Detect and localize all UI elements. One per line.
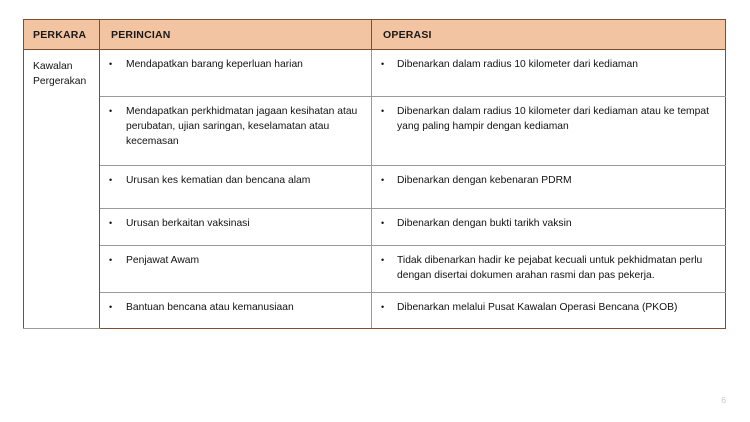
- cell-operasi: [372, 209, 726, 246]
- table-row: [24, 209, 726, 246]
- operasi-text: Dibenarkan dalam radius 10 kilometer dari kediaman: [397, 59, 638, 70]
- column-header-operasi: OPERASI: [372, 20, 726, 50]
- bullet-icon: •: [381, 218, 385, 228]
- operasi-text: Dibenarkan dengan bukti tarikh vaksin: [397, 218, 572, 229]
- cell-perkara-category: [24, 50, 100, 329]
- table-row: [24, 166, 726, 209]
- column-header-perincian: PERINCIAN: [100, 20, 372, 50]
- cell-perincian: [100, 97, 372, 166]
- cell-perincian: [100, 50, 372, 97]
- table-header: [24, 20, 726, 50]
- bullet-item: [109, 105, 365, 150]
- movement-control-table: [23, 19, 726, 329]
- cell-operasi: [372, 292, 726, 328]
- cell-operasi: [372, 97, 726, 166]
- perincian-text: Urusan kes kematian dan bencana alam: [126, 175, 311, 186]
- bullet-item: [381, 254, 719, 284]
- bullet-icon: •: [109, 59, 113, 69]
- table-row: [24, 50, 726, 97]
- cell-perincian: [100, 209, 372, 246]
- operasi-text: Dibenarkan dengan kebenaran PDRM: [397, 175, 572, 186]
- cell-operasi: [372, 166, 726, 209]
- bullet-icon: •: [109, 218, 113, 228]
- cell-perincian: [100, 166, 372, 209]
- bullet-icon: •: [381, 59, 385, 69]
- perincian-text: Mendapatkan barang keperluan harian: [126, 59, 303, 70]
- perincian-text: Penjawat Awam: [126, 255, 200, 266]
- table-header-row: [24, 20, 726, 50]
- bullet-item: [109, 301, 365, 316]
- cell-operasi: [372, 246, 726, 293]
- cell-perincian: [100, 292, 372, 328]
- table-row: [24, 97, 726, 166]
- bullet-item: [381, 301, 719, 316]
- operasi-text: Dibenarkan dalam radius 10 kilometer dari kediaman atau ke tempat yang paling hampir dengan kediaman: [397, 106, 709, 132]
- bullet-item: [381, 217, 719, 232]
- perincian-text: Mendapatkan perkhidmatan jagaan kesihatan atau perubatan, ujian saringan, keselamatan atau kecemasan: [126, 106, 358, 147]
- perincian-text: Urusan berkaitan vaksinasi: [126, 218, 250, 229]
- bullet-icon: •: [109, 175, 113, 185]
- bullet-item: [381, 174, 719, 189]
- operasi-text: Tidak dibenarkan hadir ke pejabat kecuali untuk pekhidmatan perlu dengan disertai dokumen arahan rasmi dan pas pekerja.: [397, 255, 703, 281]
- bullet-item: [381, 105, 719, 135]
- table-body: [24, 50, 726, 329]
- column-header-perkara: PERKARA: [24, 20, 100, 50]
- operasi-text: Dibenarkan melalui Pusat Kawalan Operasi Bencana (PKOB): [397, 301, 678, 313]
- bullet-icon: •: [381, 255, 385, 265]
- bullet-icon: •: [381, 175, 385, 185]
- perincian-text: Bantuan bencana atau kemanusiaan: [126, 301, 294, 313]
- bullet-item: [109, 174, 365, 189]
- table-row: [24, 292, 726, 328]
- bullet-item: [109, 217, 365, 232]
- bullet-icon: •: [109, 106, 113, 116]
- perkara-label: Kawalan Pergerakan: [33, 61, 87, 88]
- page-number: 6: [721, 395, 726, 405]
- cell-perincian: [100, 246, 372, 293]
- bullet-icon: •: [109, 301, 113, 312]
- bullet-icon: •: [109, 255, 113, 265]
- bullet-icon: •: [381, 106, 385, 116]
- bullet-item: [381, 58, 719, 73]
- table-row: [24, 246, 726, 293]
- cell-operasi: [372, 50, 726, 97]
- movement-control-table-container: [23, 19, 725, 329]
- bullet-item: [109, 254, 365, 269]
- bullet-icon: •: [381, 301, 385, 312]
- bullet-item: [109, 58, 365, 73]
